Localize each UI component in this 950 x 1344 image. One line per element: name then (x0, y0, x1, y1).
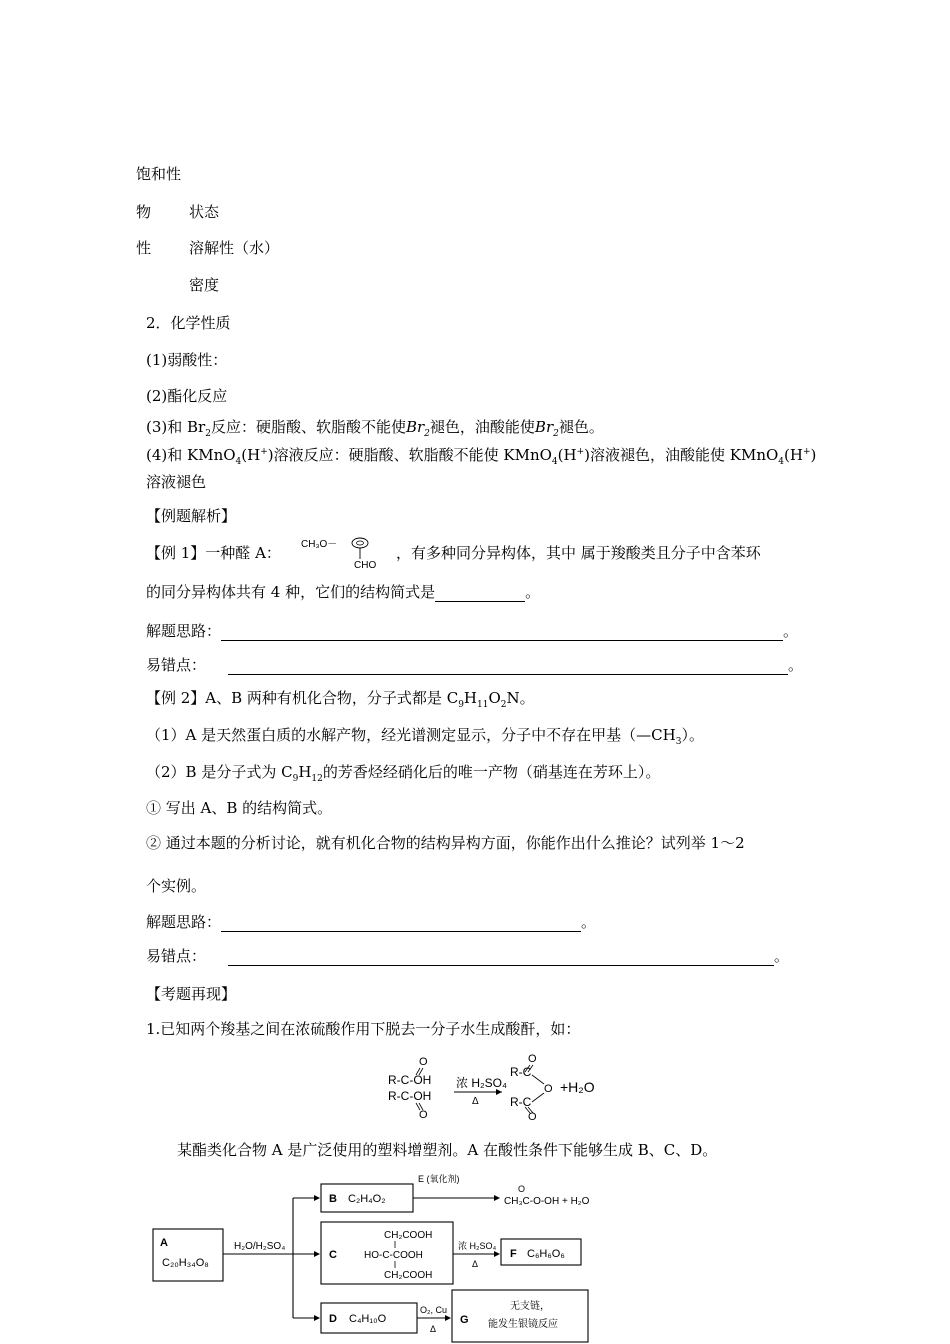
aldehyde-structure (298, 534, 394, 572)
scheme-e-catalyst: E (氧化剂) (418, 1174, 460, 1184)
rx-plus-water: +H₂O (560, 1079, 595, 1095)
ex2-cond1: （1）A 是天然蛋白质的水解产物，经光谱测定显示，分子中不存在甲基$(—CH_3)$。 (146, 726, 704, 747)
scheme-b-formula: C₂H₄O₂ (348, 1193, 386, 1205)
scheme-delta-1: Δ (472, 1259, 479, 1269)
rx-reagent: 浓 H₂SO₄ (456, 1076, 507, 1090)
scheme-e-product: CH₃C-O-OH + H₂O (504, 1196, 590, 1207)
benzene-ring-icon (352, 538, 368, 548)
box-g (452, 1290, 588, 1342)
ex1-line1-a: 【例 1】一种醛 A： (146, 544, 281, 562)
exam-p1: 1.已知两个羧基之间在浓硫酸作用下脱去一分子水生成酸酐，如： (146, 1020, 581, 1038)
ex2-q2-cont: 个实例。 (146, 877, 207, 895)
examples-heading: 【例题解析】 (146, 507, 237, 525)
ex2-think: 解题思路： 。 (146, 913, 597, 931)
scheme-a-label: A (160, 1237, 168, 1249)
ex1-line1-b: ，有多种同分异构体，其中 属于羧酸类且分子中含苯环 (396, 544, 761, 562)
scheme-a-formula: C₂₀H₃₄O₈ (162, 1257, 209, 1269)
scheme-h2o-h2so4: H₂O/H₂SO₄ (234, 1241, 286, 1252)
rx-prod-o-bottom: O (528, 1111, 537, 1120)
ex1-err: 易错点： 。 (146, 656, 804, 674)
ex1-line2: 的同分异构体共有 4 种，它们的结构简式是 。 (146, 583, 541, 601)
rx-o-top: O (419, 1056, 428, 1068)
rx-prod-rc-bottom: R-C (510, 1095, 532, 1109)
rx-prod-rc-top: R-C (510, 1065, 532, 1079)
chem-p4: (4)和 KMnO$_4$(H+)溶液反应：硬脂酸、软脂酸不能使 KMnO$_4$(H+)溶液褪色，油酸能使 KMnO$_4$(H+) (146, 446, 817, 467)
chem-p4-cont: 溶液褪色 (146, 473, 207, 491)
scheme-c-label: C (329, 1249, 337, 1261)
scheme-b-label: B (329, 1193, 337, 1205)
rx-r-c-oh-1: R-C-OH (388, 1073, 432, 1087)
phys-density: 密度 (189, 276, 220, 294)
scheme-d-formula: C₄H₁₀O (349, 1313, 387, 1325)
chem-p2: (2)酯化反应 (146, 387, 228, 405)
scheme-f-label: F (510, 1248, 517, 1260)
scheme-f-formula: C₆H₆O₆ (527, 1248, 565, 1260)
scheme-g-text1: 无支链， (510, 1301, 550, 1312)
ex2-cond2: （2）B 是分子式为 $C_9H_{12}$的芳香烃经硝化后的唯一产物（硝基连在芳环上）。 (146, 763, 661, 784)
anhydride-reaction (384, 1054, 614, 1120)
ex2-title: 【例 2】A、B 两种有机化合物，分子式都是 $C_9H_{11}O_2N$。 (146, 689, 535, 710)
scheme-c-line1: CH₂COOH (384, 1230, 433, 1241)
phys-wu: 物 (136, 203, 152, 221)
scheme-conc-h2so4: 浓 H₂SO₄ (458, 1241, 497, 1251)
rx-prod-o-top: O (528, 1054, 537, 1065)
scheme-g-text2: 能发生银镜反应 (488, 1319, 558, 1330)
scheme-d-label: D (329, 1313, 337, 1325)
scheme-c-line2: HO-C-COOH (364, 1250, 423, 1261)
scheme-o2-cu: O₂, Cu (420, 1305, 447, 1315)
phys-state: 状态 (189, 203, 220, 221)
scheme-e-o: O (518, 1184, 526, 1194)
ex1-think: 解题思路： 。 (146, 622, 799, 640)
chem-heading: 2．化学性质 (146, 314, 231, 332)
scheme-g-label: G (460, 1314, 469, 1326)
phys-saturation: 饱和性 (136, 165, 182, 183)
aldehyde-ch3o: CH₃O－ (301, 539, 338, 550)
scheme-c-line3: CH₂COOH (384, 1270, 433, 1281)
ex2-q1: ① 写出 A、B 的结构简式。 (146, 799, 333, 817)
aldehyde-cho: CHO (354, 560, 377, 571)
chem-p1: (1)弱酸性： (146, 351, 228, 369)
rx-delta: Δ (472, 1096, 479, 1107)
exam-p2: 某酯类化合物 A 是广泛使用的塑料增塑剂。A 在酸性条件下能够生成 B、C、D。 (177, 1141, 718, 1159)
rx-o-bottom: O (419, 1109, 428, 1120)
chem-p3: (3)和 $Br_2$反应：硬脂酸、软脂酸不能使$Br_2$褪色，油酸能使$Br_2$褪色。 (146, 418, 604, 439)
scheme-delta-2: Δ (430, 1324, 437, 1334)
rx-r-c-oh-2: R-C-OH (388, 1089, 432, 1103)
ex2-q2: ② 通过本题的分析讨论，就有机化合物的结构异构方面，你能作出什么推论？试列举 1～2 (146, 834, 745, 852)
phys-solubility: 溶解性（水） (189, 239, 280, 257)
ex2-err: 易错点： 。 (146, 947, 790, 965)
benzene-inner-icon (357, 541, 364, 545)
reaction-scheme (148, 1170, 608, 1344)
exam-heading: 【考题再现】 (146, 985, 237, 1003)
rx-prod-o-bridge: O (544, 1083, 553, 1095)
phys-xing: 性 (136, 239, 152, 257)
